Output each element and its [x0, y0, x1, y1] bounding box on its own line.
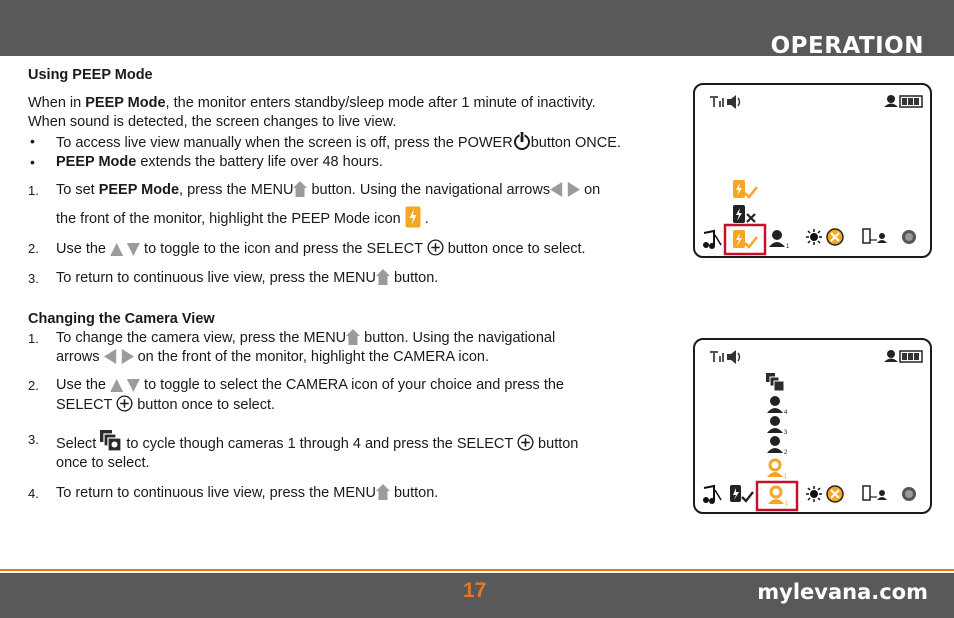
text-bold: PEEP Mode — [56, 154, 137, 170]
temperature-icon — [902, 230, 916, 244]
left-right-arrows-icon — [104, 349, 134, 364]
camera-heading: Changing the Camera View — [28, 311, 215, 327]
select-icon — [517, 434, 534, 451]
all-cameras-icon — [766, 373, 784, 391]
camera-2-icon — [767, 436, 788, 456]
text: button. — [389, 485, 439, 501]
brightness-icon — [806, 486, 822, 502]
text: on the front of the monitor, highlight the CAMERA icon. — [133, 349, 489, 365]
peep-intro-2: When sound is detected, the screen changes to live view. — [28, 114, 397, 130]
signal-icon — [710, 352, 724, 362]
menu-home-icon — [376, 269, 390, 285]
menu-home-icon — [293, 181, 307, 197]
text: SELECT — [56, 397, 113, 413]
text: button. Using the navigational arrows — [307, 182, 551, 198]
text: button once to select. — [133, 397, 276, 413]
camera-step-4 — [28, 484, 688, 503]
camera-1-icon — [767, 460, 788, 480]
bullet-item — [28, 132, 688, 153]
text: Use the — [56, 241, 106, 257]
peep-intro-1 — [28, 94, 688, 113]
pairing-icon — [863, 229, 887, 243]
bullet-dot: • — [30, 133, 35, 149]
camera-step-3 — [28, 430, 688, 473]
text: button — [534, 436, 579, 452]
text: button ONCE. — [530, 135, 621, 151]
step-number: 2. — [28, 241, 39, 256]
text: arrows — [56, 349, 100, 365]
music-icon — [703, 486, 721, 504]
website-link[interactable]: mylevana.com — [757, 580, 928, 604]
volume-off-icon — [827, 229, 843, 245]
text: button once to select. — [443, 241, 586, 257]
text: button. Using the navigational — [360, 330, 556, 346]
camera-menu-icon — [769, 230, 790, 250]
step-number: 1. — [28, 183, 39, 198]
text: extends the battery life over 48 hours. — [136, 154, 383, 170]
peep-mode-selected-icon — [733, 230, 757, 248]
footer-bar — [0, 573, 954, 618]
battery-icon — [900, 96, 922, 107]
battery-icon — [900, 351, 922, 362]
camera-status-icon — [884, 95, 898, 107]
camera-number-label: 2 — [784, 450, 788, 456]
page-number: 17 — [463, 579, 487, 602]
monitor-screen-peep — [693, 83, 932, 258]
camera-step-1 — [28, 329, 688, 367]
camera-selected-icon — [768, 487, 789, 507]
bullet-dot: • — [30, 154, 35, 170]
text: To return to continuous live view, press the MENU — [56, 270, 376, 286]
camera-number-label: 1 — [784, 474, 788, 480]
music-icon — [703, 231, 721, 249]
text: When in — [28, 95, 86, 111]
volume-off-icon — [827, 486, 843, 502]
text: , press the MENU — [179, 182, 294, 198]
text: Use the — [56, 377, 106, 393]
text: To return to continuous live view, press the MENU — [56, 485, 376, 501]
text: once to select. — [56, 455, 150, 471]
power-icon — [513, 132, 531, 150]
camera-status-icon — [884, 350, 898, 362]
speaker-icon — [727, 350, 740, 364]
camera-step-2 — [28, 376, 688, 415]
camera-number-label: 1 — [786, 244, 790, 250]
text: Select — [56, 436, 97, 452]
text: To change the camera view, press the MENU — [56, 330, 347, 346]
monitor-screen-camera — [693, 338, 932, 514]
camera-4-icon — [767, 396, 788, 416]
select-icon — [116, 395, 133, 412]
text: To set — [56, 182, 99, 198]
pairing-icon — [863, 486, 887, 500]
text: To access live view manually when the screen is off, press the POWER — [56, 135, 513, 151]
camera-3-icon — [767, 416, 788, 436]
menu-home-icon — [376, 484, 390, 500]
header-bar — [0, 0, 954, 59]
camera-number-label: 4 — [784, 410, 788, 416]
peep-on-icon — [733, 180, 757, 198]
bullet-item — [28, 153, 688, 172]
peep-mode-icon — [730, 485, 753, 502]
step-number: 3. — [28, 271, 39, 286]
text: . — [424, 211, 429, 227]
text: the front of the monitor, highlight the PEEP Mode icon — [56, 211, 401, 227]
page-section-title: OPERATION — [770, 33, 924, 59]
peep-step-3 — [28, 269, 688, 288]
camera-number-label: 3 — [784, 430, 788, 436]
text-bold: PEEP Mode — [85, 95, 166, 111]
text: to cycle though cameras 1 through 4 and press the SELECT — [122, 436, 513, 452]
text: to toggle to the icon and press the SELECT — [140, 241, 423, 257]
peep-step-2 — [28, 239, 688, 259]
signal-icon — [710, 97, 724, 107]
text: to toggle to select the CAMERA icon of your choice and press the — [140, 377, 564, 393]
step-number: 1. — [28, 331, 39, 346]
text: on — [580, 182, 601, 198]
footer-accent-line — [0, 569, 954, 571]
peep-step-1 — [28, 181, 688, 229]
step-number: 3. — [28, 432, 39, 447]
speaker-icon — [727, 95, 740, 109]
text-bold: PEEP Mode — [98, 182, 180, 198]
text: button. — [389, 270, 439, 286]
camera-number-label: 1 — [785, 501, 789, 507]
menu-home-icon — [346, 329, 360, 345]
instructions — [28, 66, 688, 503]
brightness-icon — [806, 229, 822, 245]
select-icon — [427, 239, 444, 256]
step-number: 4. — [28, 486, 39, 501]
text: , the monitor enters standby/sleep mode after 1 minute of inactivity. — [165, 95, 596, 111]
temperature-icon — [902, 487, 916, 501]
step-number: 2. — [28, 378, 39, 393]
multi-camera-icon — [100, 430, 122, 452]
peep-mode-icon — [405, 206, 421, 228]
up-down-arrows-icon — [110, 243, 140, 256]
left-right-arrows-icon — [550, 182, 580, 197]
peep-heading: Using PEEP Mode — [28, 67, 153, 83]
peep-off-icon — [733, 205, 755, 223]
up-down-arrows-icon — [110, 379, 140, 392]
